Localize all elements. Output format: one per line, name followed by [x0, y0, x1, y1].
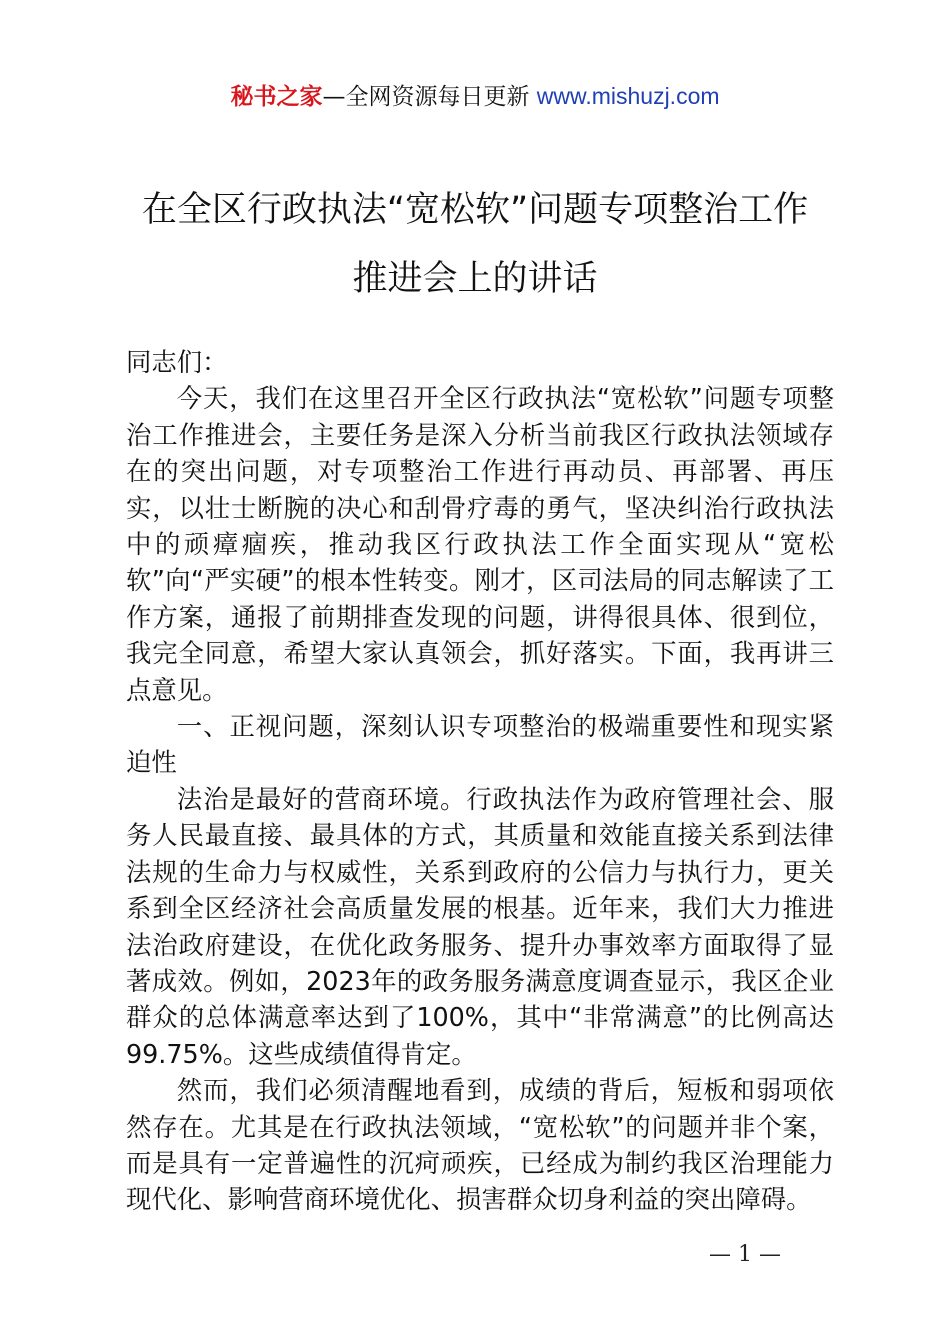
banner-slogan: —全网资源每日更新 — [322, 84, 537, 110]
brand-name: 秘书之家 — [230, 84, 323, 110]
site-banner — [0, 76, 950, 117]
paragraph-problems: 然而，我们必须清醒地看到，成绩的背后，短板和弱项依然存在。尤其是在行政执法领域，“宽松软”的问题并非个案，而是具有一定普遍性的沉疴顽疾，已经成为制约我区治理能力现代化、影响营商环境优化、损害群众切身利益的突出障碍。 — [126, 1075, 834, 1215]
title-line-2: 推进会上的讲话 — [352, 259, 598, 299]
document-body — [126, 344, 834, 1218]
paragraph-rule-of-law: 法治是最好的营商环境。行政执法作为政府管理社会、服务人民最直接、最具体的方式，其质量和效能直接关系到法律法规的生命力与权威性，关系到政府的公信力与执行力，更关系到全区经济社会高质量发展的根基。近年来，我们大力推进法治政府建设，在优化政务服务、提升办事效率方面取得了显著成效。例如，2023年的政务服务满意度调查显示，我区企业群众的总体满意率达到了100%，其中“非常满意”的比例高达99.75%。这些成绩值得肯定。 — [126, 783, 834, 1069]
page-number: — 1 — — [709, 1242, 781, 1267]
site-url-link[interactable]: www.mishuzj.com — [536, 83, 720, 109]
section-heading-1: 一、正视问题，深刻认识专项整治的极端重要性和现实紧迫性 — [126, 711, 834, 778]
salutation: 同志们： — [126, 347, 228, 377]
document-title — [95, 176, 855, 314]
paragraph-intro: 今天，我们在这里召开全区行政执法“宽松软”问题专项整治工作推进会，主要任务是深入分析当前我区行政执法领域存在的突出问题，对专项整治工作进行再动员、再部署、再压实，以壮士断腕的决心和刮骨疗毒的勇气，坚决纠治行政执法中的顽瘴痼疾，推动我区行政执法工作全面实现从“宽松软”向“严实硬”的根本性转变。刚才，区司法局的同志解读了工作方案，通报了前期排查发现的问题，讲得很具体、很到位，我完全同意，希望大家认真领会，抓好落实。下面，我再讲三点意见。 — [126, 383, 834, 705]
title-line-1: 在全区行政执法“宽松软”问题专项整治工作 — [141, 190, 809, 230]
